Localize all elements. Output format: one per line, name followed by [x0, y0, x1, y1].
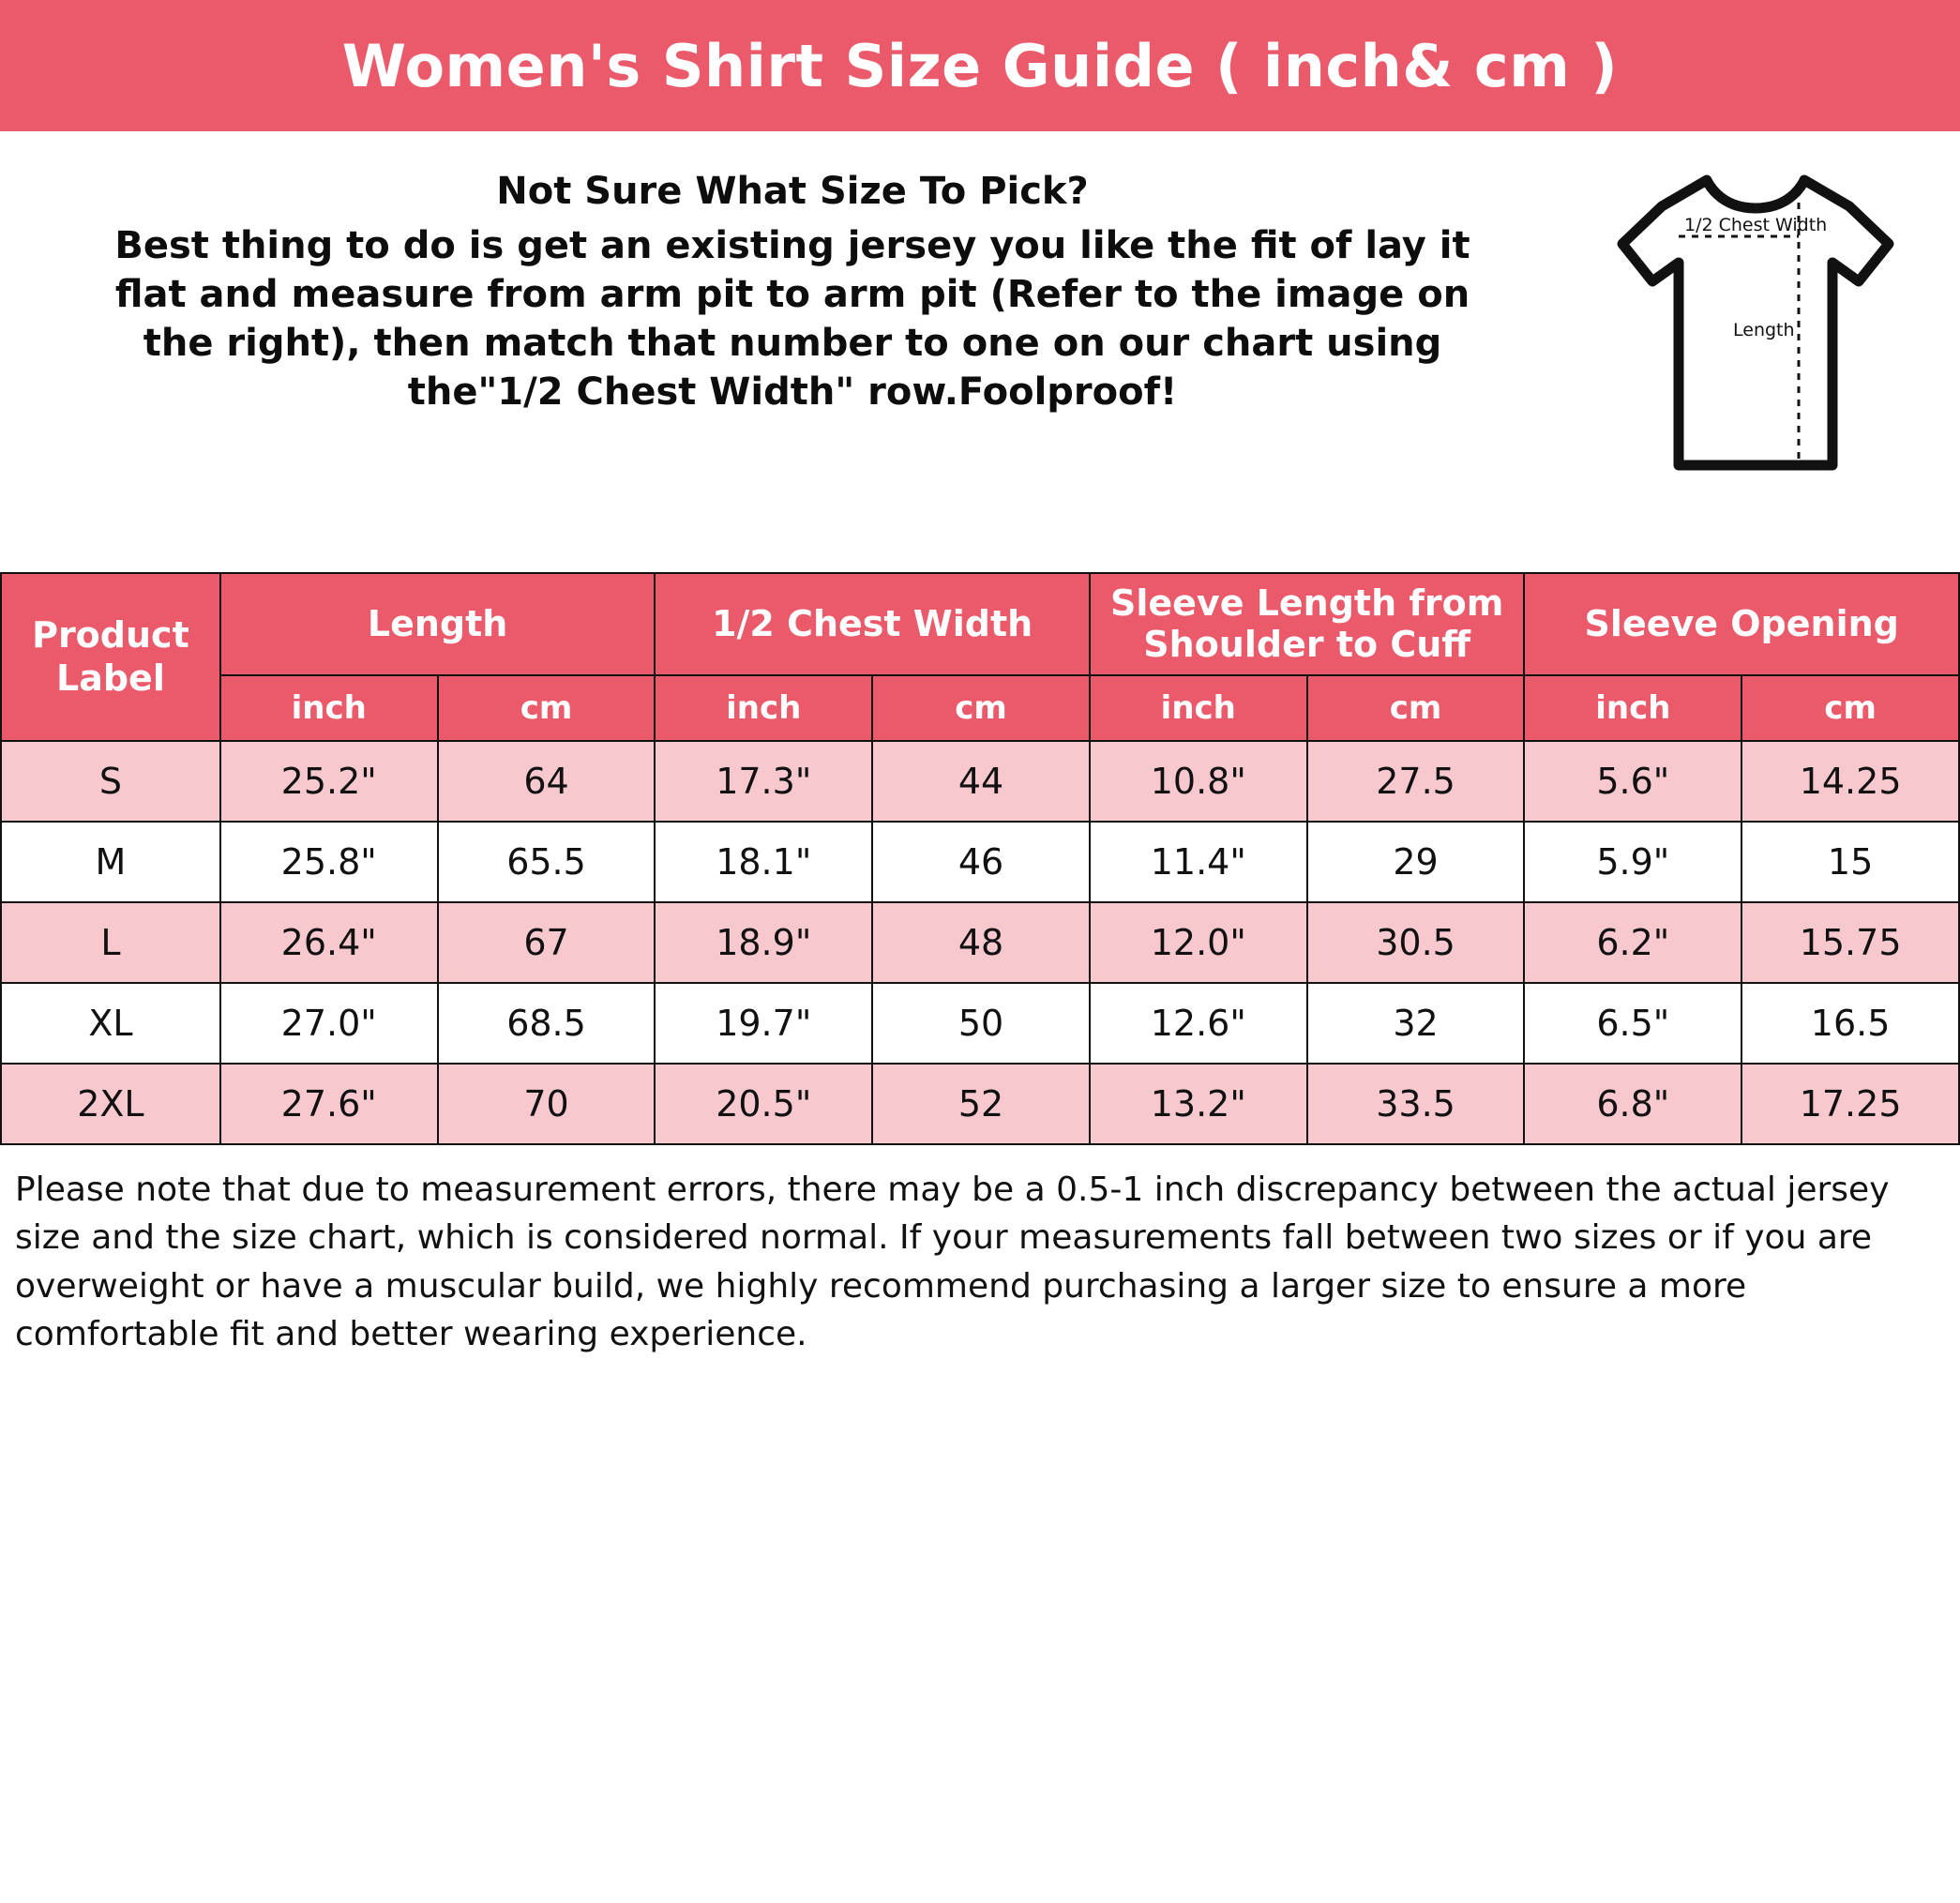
header-group-length: Length [220, 573, 656, 675]
cell-l-sleeve-opening-cm: 15.75 [1741, 902, 1959, 983]
cell-m-sleeve-opening-inch: 5.9" [1524, 822, 1741, 902]
cell-2xl-sleeve-opening-inch: 6.8" [1524, 1064, 1741, 1144]
t-shirt-icon [1606, 165, 1906, 484]
cell-l-sleeve-length-cm: 30.5 [1307, 902, 1525, 983]
cell-m-sleeve-length-cm: 29 [1307, 822, 1525, 902]
cell-xl-chest-inch: 19.7" [655, 983, 872, 1064]
row-label-xl: XL [1, 983, 220, 1064]
header-unit-chest-cm: cm [872, 675, 1090, 741]
cell-s-sleeve-length-inch: 10.8" [1090, 741, 1307, 822]
intro-heading: Not Sure What Size To Pick? [496, 170, 1089, 213]
cell-m-chest-cm: 46 [872, 822, 1090, 902]
table-row [1, 1064, 1959, 1144]
table-row [1, 983, 1959, 1064]
cell-s-length-cm: 64 [438, 741, 656, 822]
cell-xl-sleeve-opening-inch: 6.5" [1524, 983, 1741, 1064]
cell-l-length-cm: 67 [438, 902, 656, 983]
cell-l-chest-inch: 18.9" [655, 902, 872, 983]
intro-line-1: Best thing to do is get an existing jersey you like the fit of lay it [114, 224, 1470, 267]
cell-s-chest-cm: 44 [872, 741, 1090, 822]
cell-m-sleeve-opening-cm: 15 [1741, 822, 1959, 902]
table-body [1, 741, 1959, 1144]
shirt-measurement-figure [1568, 158, 1943, 484]
cell-m-length-inch: 25.8" [220, 822, 438, 902]
header-unit-length-inch: inch [220, 675, 438, 741]
header-unit-sleeve-opening-cm: cm [1741, 675, 1959, 741]
cell-2xl-length-inch: 27.6" [220, 1064, 438, 1144]
figure-label-length: Length [1733, 320, 1795, 340]
cell-2xl-chest-inch: 20.5" [655, 1064, 872, 1144]
cell-m-length-cm: 65.5 [438, 822, 656, 902]
cell-xl-sleeve-length-inch: 12.6" [1090, 983, 1307, 1064]
header-unit-length-cm: cm [438, 675, 656, 741]
figure-label-chest: 1/2 Chest Width [1684, 215, 1828, 235]
header-group-sleeve-opening: Sleeve Opening [1524, 573, 1959, 675]
row-label-l: L [1, 902, 220, 983]
intro-text-block [17, 158, 1568, 416]
cell-xl-sleeve-length-cm: 32 [1307, 983, 1525, 1064]
cell-2xl-sleeve-length-cm: 33.5 [1307, 1064, 1525, 1144]
intro-line-3: the right), then match that number to one on our chart using [143, 322, 1442, 365]
cell-xl-length-cm: 68.5 [438, 983, 656, 1064]
cell-l-sleeve-opening-inch: 6.2" [1524, 902, 1741, 983]
table-row [1, 741, 1959, 822]
measurement-disclaimer: Please note that due to measurement errors, there may be a 0.5-1 inch discrepancy between the actual jersey size and the size chart, which is considered normal. If your measurements fall between two sizes or if you are overweight or have a muscular build, we highly recommend purchasing a larger size to ensure a more comfortable fit and better wearing experience. [15, 1170, 1890, 1353]
table-row [1, 902, 1959, 983]
cell-s-length-inch: 25.2" [220, 741, 438, 822]
cell-2xl-sleeve-opening-cm: 17.25 [1741, 1064, 1959, 1144]
cell-2xl-chest-cm: 52 [872, 1064, 1090, 1144]
cell-s-sleeve-opening-inch: 5.6" [1524, 741, 1741, 822]
cell-l-sleeve-length-inch: 12.0" [1090, 902, 1307, 983]
row-label-m: M [1, 822, 220, 902]
table-head [1, 573, 1959, 741]
row-label-s: S [1, 741, 220, 822]
page-title: Women's Shirt Size Guide ( inch& cm ) [341, 31, 1619, 100]
cell-2xl-length-cm: 70 [438, 1064, 656, 1144]
intro-line-2: flat and measure from arm pit to arm pit (Refer to the image on [114, 273, 1470, 316]
header-unit-sleeve-length-inch: inch [1090, 675, 1307, 741]
cell-m-chest-inch: 18.1" [655, 822, 872, 902]
intro-line-4: the"1/2 Chest Width" row.Foolproof! [407, 370, 1178, 414]
cell-m-sleeve-length-inch: 11.4" [1090, 822, 1307, 902]
cell-s-sleeve-opening-cm: 14.25 [1741, 741, 1959, 822]
cell-2xl-sleeve-length-inch: 13.2" [1090, 1064, 1307, 1144]
table-row [1, 822, 1959, 902]
row-label-2xl: 2XL [1, 1064, 220, 1144]
table-header-row-groups [1, 573, 1959, 675]
intro-section [0, 131, 1960, 572]
header-group-sleeve-length: Sleeve Length from Shoulder to Cuff [1090, 573, 1525, 675]
cell-s-sleeve-length-cm: 27.5 [1307, 741, 1525, 822]
table-header-row-units [1, 675, 1959, 741]
size-chart-table [0, 572, 1960, 1145]
page-header-banner [0, 0, 1960, 131]
cell-l-length-inch: 26.4" [220, 902, 438, 983]
header-unit-chest-inch: inch [655, 675, 872, 741]
cell-xl-chest-cm: 50 [872, 983, 1090, 1064]
header-unit-sleeve-length-cm: cm [1307, 675, 1525, 741]
cell-xl-length-inch: 27.0" [220, 983, 438, 1064]
header-unit-sleeve-opening-inch: inch [1524, 675, 1741, 741]
header-group-chest-width: 1/2 Chest Width [655, 573, 1090, 675]
cell-s-chest-inch: 17.3" [655, 741, 872, 822]
cell-xl-sleeve-opening-cm: 16.5 [1741, 983, 1959, 1064]
header-product-label: Product Label [1, 573, 220, 741]
cell-l-chest-cm: 48 [872, 902, 1090, 983]
